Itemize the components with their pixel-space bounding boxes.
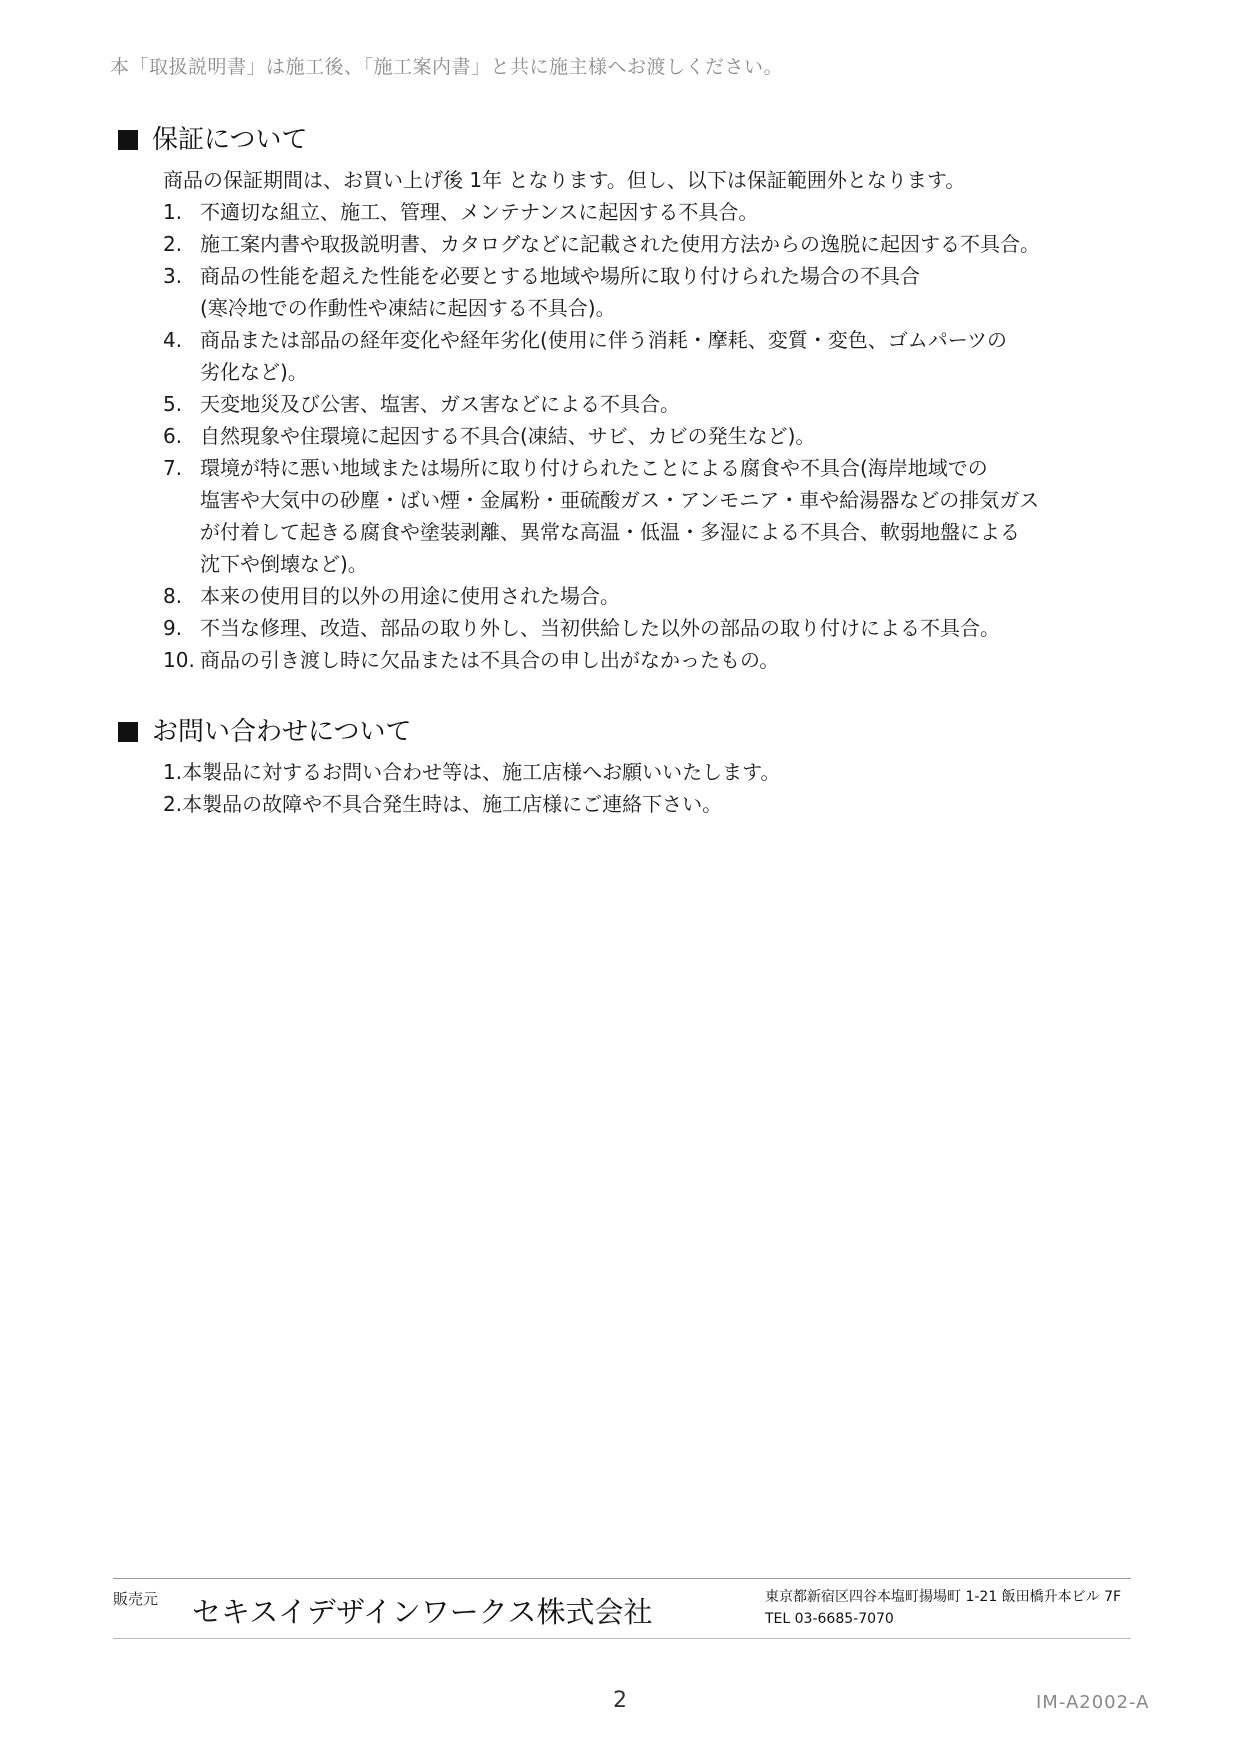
warranty-item-number: 1. xyxy=(163,200,183,224)
warranty-item xyxy=(163,196,1128,228)
inquiry-heading xyxy=(118,714,1128,750)
footer-divider-top xyxy=(113,1578,1131,1579)
warranty-item-text xyxy=(200,388,1128,420)
warranty-heading-text: 保証について xyxy=(152,125,308,155)
warranty-item-number: 7. xyxy=(163,456,183,480)
warranty-item xyxy=(163,260,1128,324)
warranty-list xyxy=(163,196,1128,676)
warranty-intro: 商品の保証期間は、お買い上げ後 1年 となります。但し、以下は保証範囲外となります。 xyxy=(163,168,966,192)
warranty-item-line: 不当な修理、改造、部品の取り外し、当初供給した以外の部品の取り付けによる不具合。 xyxy=(200,616,1000,640)
warranty-item-number: 3. xyxy=(163,264,183,288)
warranty-item-text xyxy=(200,612,1128,644)
inquiry-heading-text: お問い合わせについて xyxy=(152,717,412,747)
warranty-item-text xyxy=(200,580,1128,612)
warranty-item-line: が付着して起きる腐食や塗装剥離、異常な高温・低温・多湿による不具合、軟弱地盤による xyxy=(200,520,1020,544)
warranty-item-line: 施工案内書や取扱説明書、カタログなどに記載された使用方法からの逸脱に起因する不具合。 xyxy=(200,232,1040,256)
footer-divider-bottom xyxy=(113,1638,1131,1639)
page-number: 2 xyxy=(613,1688,627,1713)
inquiry-list xyxy=(163,756,1128,820)
warranty-item-line: 商品の性能を超えた性能を必要とする地域や場所に取り付けられた場合の不具合 xyxy=(200,264,920,288)
warranty-item-text xyxy=(200,644,1128,676)
warranty-item xyxy=(163,644,1128,676)
warranty-item xyxy=(163,452,1128,580)
company-address: 東京都新宿区四谷本塩町揚場町 1-21 飯田橋升本ビル 7F xyxy=(765,1589,1122,1605)
company-tel: TEL 03-6685-7070 xyxy=(765,1611,894,1627)
warranty-item xyxy=(163,420,1128,452)
warranty-item-text xyxy=(200,420,1128,452)
company-address-block xyxy=(765,1586,1121,1630)
warranty-item xyxy=(163,324,1128,388)
warranty-item-line: 沈下や倒壊など)。 xyxy=(200,552,368,576)
warranty-item-line: 劣化など)。 xyxy=(200,360,308,384)
warranty-item-number: 8. xyxy=(163,584,183,608)
warranty-item-line: 不適切な組立、施工、管理、メンテナンスに起因する不具合。 xyxy=(200,200,759,224)
top-note: 本「取扱説明書」は施工後、「施工案内書」と共に施主様へお渡しください。 xyxy=(110,56,784,78)
inquiry-item: 1.本製品に対するお問い合わせ等は、施工店様へお願いいたします。 xyxy=(163,760,781,784)
inquiry-item: 2.本製品の故障や不具合発生時は、施工店様にご連絡下さい。 xyxy=(163,792,723,816)
warranty-item-line: (寒冷地での作動性や凍結に起因する不具合)。 xyxy=(200,296,616,320)
seller-label: 販売元 xyxy=(113,1590,159,1608)
warranty-heading xyxy=(118,122,1128,158)
warranty-item-line: 環境が特に悪い地域または場所に取り付けられたことによる腐食や不具合(海岸地域での xyxy=(200,456,988,480)
warranty-item-line: 本来の使用目的以外の用途に使用された場合。 xyxy=(200,584,620,608)
warranty-item-line: 商品の引き渡し時に欠品または不具合の申し出がなかったもの。 xyxy=(200,648,780,672)
warranty-item-line: 自然現象や住環境に起因する不具合(凍結、サビ、カビの発生など)。 xyxy=(200,424,816,448)
warranty-item-text xyxy=(200,452,1128,580)
warranty-item-number: 10. xyxy=(163,648,195,672)
warranty-item xyxy=(163,580,1128,612)
warranty-item-number: 5. xyxy=(163,392,183,416)
company-name: セキスイデザインワークス株式会社 xyxy=(192,1595,653,1629)
warranty-item-line: 塩害や大気中の砂塵・ばい煙・金属粉・亜硫酸ガス・アンモニア・車や給湯器などの排気ガス xyxy=(200,488,1040,512)
document-code: IM-A2002-A xyxy=(1036,1692,1150,1713)
warranty-item-text xyxy=(200,196,1128,228)
warranty-item xyxy=(163,228,1128,260)
warranty-section xyxy=(118,122,1128,676)
warranty-item-number: 4. xyxy=(163,328,183,352)
square-bullet-icon xyxy=(118,722,138,742)
warranty-item-line: 天変地災及び公害、塩害、ガス害などによる不具合。 xyxy=(200,392,680,416)
warranty-item-text xyxy=(200,228,1128,260)
warranty-item xyxy=(163,612,1128,644)
warranty-item xyxy=(163,388,1128,420)
square-bullet-icon xyxy=(118,130,138,150)
warranty-item-number: 2. xyxy=(163,232,183,256)
inquiry-section xyxy=(118,714,1128,820)
warranty-item-text xyxy=(200,260,1128,324)
warranty-item-number: 9. xyxy=(163,616,183,640)
warranty-item-line: 商品または部品の経年変化や経年劣化(使用に伴う消耗・摩耗、変質・変色、ゴムパーツの xyxy=(200,328,1008,352)
warranty-item-number: 6. xyxy=(163,424,183,448)
warranty-item-text xyxy=(200,324,1128,388)
